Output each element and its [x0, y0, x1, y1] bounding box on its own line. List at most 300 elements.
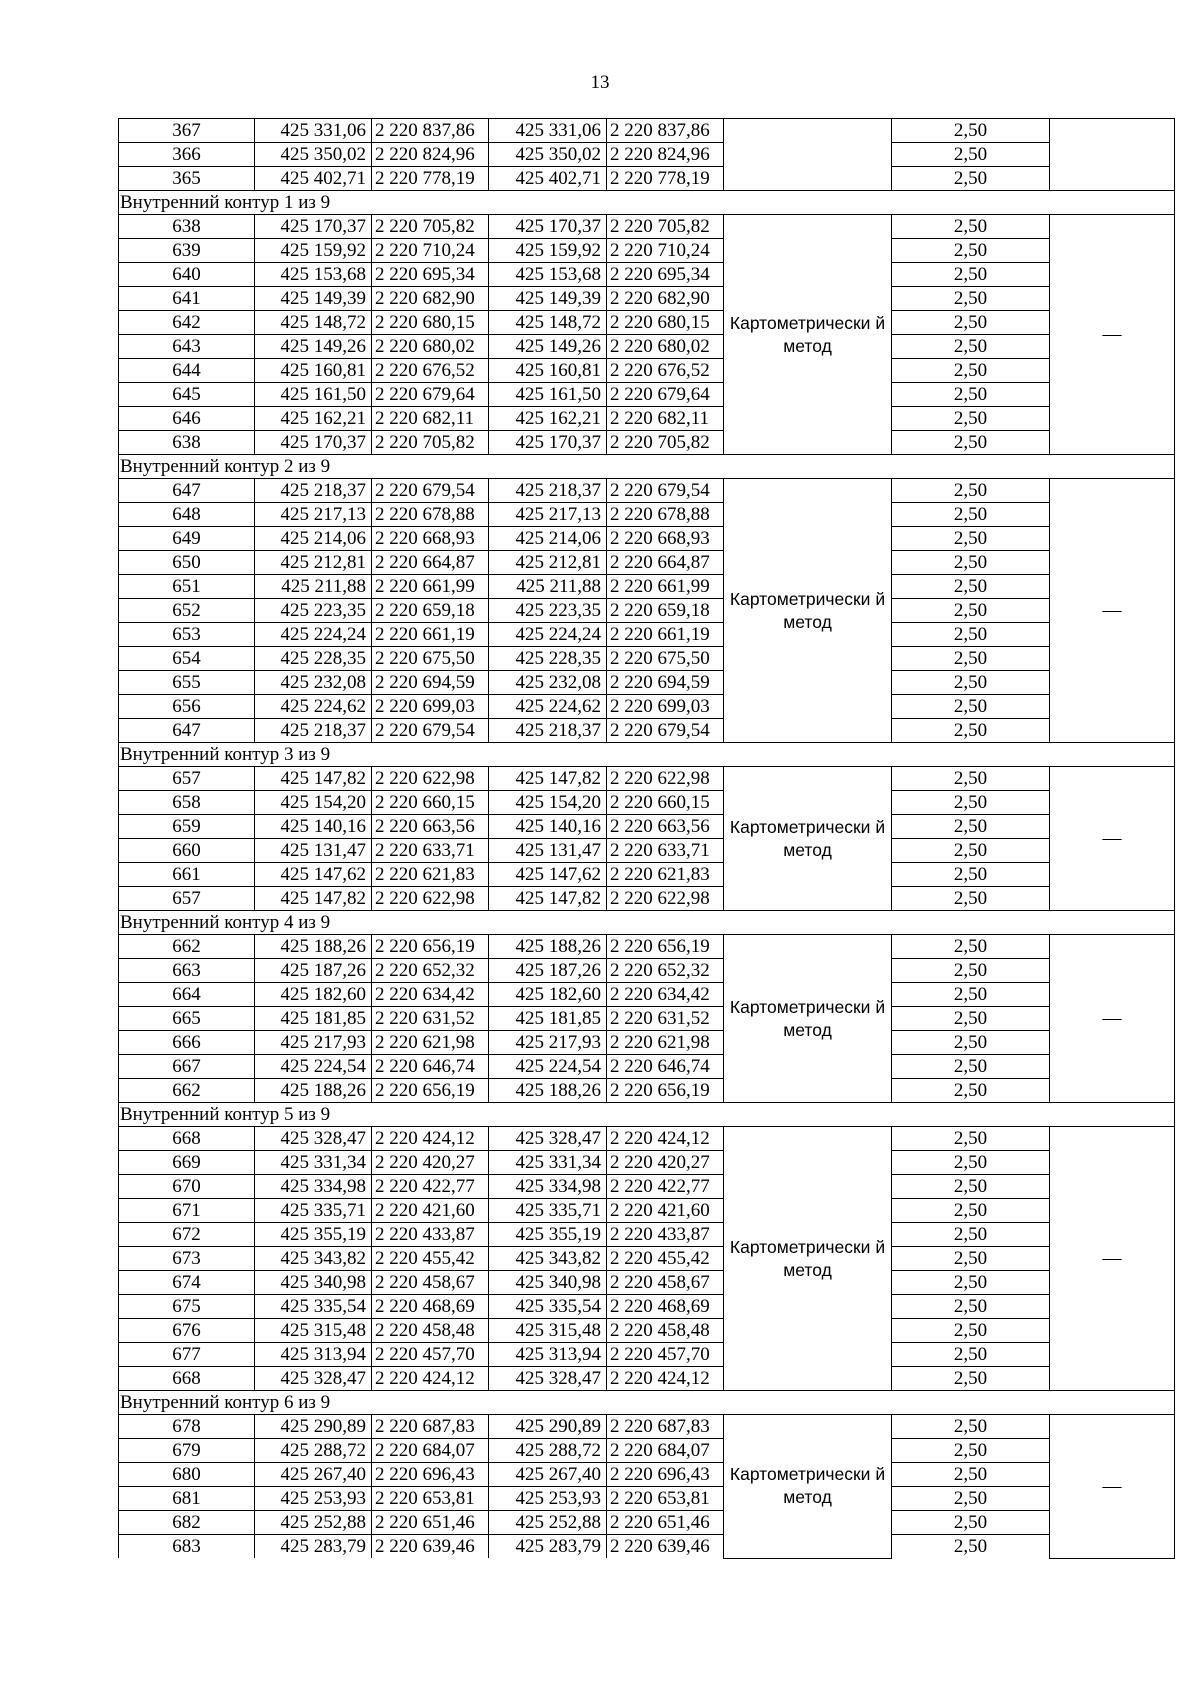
- x-new-cell: 425 170,37: [489, 431, 607, 455]
- accuracy-cell: 2,50: [892, 383, 1050, 407]
- x-existing-cell: 425 224,54: [255, 1055, 372, 1079]
- x-new-cell: 425 217,13: [489, 503, 607, 527]
- table-row: [119, 1463, 1175, 1487]
- point-number-cell: 665: [119, 1007, 255, 1031]
- point-number-cell: 668: [119, 1367, 255, 1391]
- x-new-cell: 425 224,24: [489, 623, 607, 647]
- table-row: [119, 1415, 1175, 1439]
- x-existing-cell: 425 188,26: [255, 1079, 372, 1103]
- point-number-cell: 664: [119, 983, 255, 1007]
- y-new-cell: 2 220 656,19: [607, 1079, 724, 1103]
- x-existing-cell: 425 328,47: [255, 1367, 372, 1391]
- table-row: [119, 1247, 1175, 1271]
- y-existing-cell: 2 220 424,12: [372, 1127, 489, 1151]
- x-new-cell: 425 217,93: [489, 1031, 607, 1055]
- note-cell: —: [1050, 767, 1175, 911]
- accuracy-cell: 2,50: [892, 263, 1050, 287]
- y-new-cell: 2 220 675,50: [607, 647, 724, 671]
- point-number-cell: 651: [119, 575, 255, 599]
- accuracy-cell: 2,50: [892, 1367, 1050, 1391]
- method-cell: Картометрически й метод: [724, 1127, 892, 1391]
- x-existing-cell: 425 170,37: [255, 215, 372, 239]
- table-row: [119, 647, 1175, 671]
- x-new-cell: 425 252,88: [489, 1511, 607, 1535]
- x-new-cell: 425 223,35: [489, 599, 607, 623]
- x-existing-cell: 425 170,37: [255, 431, 372, 455]
- y-new-cell: 2 220 664,87: [607, 551, 724, 575]
- method-cell: Картометрически й метод: [724, 479, 892, 743]
- contour-title: Внутренний контур 3 из 9: [119, 743, 1175, 767]
- accuracy-cell: 2,50: [892, 359, 1050, 383]
- y-new-cell: 2 220 621,98: [607, 1031, 724, 1055]
- y-existing-cell: 2 220 659,18: [372, 599, 489, 623]
- point-number-cell: 673: [119, 1247, 255, 1271]
- x-existing-cell: 425 131,47: [255, 839, 372, 863]
- x-new-cell: 425 288,72: [489, 1439, 607, 1463]
- y-new-cell: 2 220 680,15: [607, 311, 724, 335]
- y-new-cell: 2 220 837,86: [607, 119, 724, 143]
- y-existing-cell: 2 220 682,90: [372, 287, 489, 311]
- table-row: [119, 1367, 1175, 1391]
- x-existing-cell: 425 283,79: [255, 1535, 372, 1559]
- y-existing-cell: 2 220 687,83: [372, 1415, 489, 1439]
- x-new-cell: 425 161,50: [489, 383, 607, 407]
- point-number-cell: 641: [119, 287, 255, 311]
- table-row: [119, 359, 1175, 383]
- y-new-cell: 2 220 424,12: [607, 1127, 724, 1151]
- x-new-cell: 425 402,71: [489, 167, 607, 191]
- table-row: [119, 1271, 1175, 1295]
- x-existing-cell: 425 331,34: [255, 1151, 372, 1175]
- point-number-cell: 672: [119, 1223, 255, 1247]
- table-row: [119, 1535, 1175, 1559]
- x-existing-cell: 425 328,47: [255, 1127, 372, 1151]
- y-new-cell: 2 220 621,83: [607, 863, 724, 887]
- accuracy-cell: 2,50: [892, 1439, 1050, 1463]
- point-number-cell: 678: [119, 1415, 255, 1439]
- point-number-cell: 680: [119, 1463, 255, 1487]
- y-existing-cell: 2 220 679,54: [372, 719, 489, 743]
- accuracy-cell: 2,50: [892, 623, 1050, 647]
- y-existing-cell: 2 220 705,82: [372, 215, 489, 239]
- accuracy-cell: 2,50: [892, 1511, 1050, 1535]
- table-row: [119, 1319, 1175, 1343]
- table-row: [119, 263, 1175, 287]
- y-new-cell: 2 220 694,59: [607, 671, 724, 695]
- point-number-cell: 671: [119, 1199, 255, 1223]
- y-new-cell: 2 220 659,18: [607, 599, 724, 623]
- contour-title: Внутренний контур 5 из 9: [119, 1103, 1175, 1127]
- x-new-cell: 425 224,54: [489, 1055, 607, 1079]
- x-existing-cell: 425 355,19: [255, 1223, 372, 1247]
- x-existing-cell: 425 334,98: [255, 1175, 372, 1199]
- point-number-cell: 657: [119, 887, 255, 911]
- x-new-cell: 425 131,47: [489, 839, 607, 863]
- table-row: [119, 983, 1175, 1007]
- y-existing-cell: 2 220 676,52: [372, 359, 489, 383]
- point-number-cell: 645: [119, 383, 255, 407]
- y-new-cell: 2 220 778,19: [607, 167, 724, 191]
- x-new-cell: 425 232,08: [489, 671, 607, 695]
- y-new-cell: 2 220 458,48: [607, 1319, 724, 1343]
- point-number-cell: 643: [119, 335, 255, 359]
- point-number-cell: 646: [119, 407, 255, 431]
- y-new-cell: 2 220 679,54: [607, 719, 724, 743]
- x-existing-cell: 425 402,71: [255, 167, 372, 191]
- x-existing-cell: 425 147,62: [255, 863, 372, 887]
- x-existing-cell: 425 211,88: [255, 575, 372, 599]
- x-new-cell: 425 350,02: [489, 143, 607, 167]
- point-number-cell: 653: [119, 623, 255, 647]
- x-new-cell: 425 149,39: [489, 287, 607, 311]
- table-row: [119, 959, 1175, 983]
- table-row: [119, 287, 1175, 311]
- x-new-cell: 425 148,72: [489, 311, 607, 335]
- accuracy-cell: 2,50: [892, 239, 1050, 263]
- x-existing-cell: 425 147,82: [255, 767, 372, 791]
- accuracy-cell: 2,50: [892, 1175, 1050, 1199]
- y-new-cell: 2 220 684,07: [607, 1439, 724, 1463]
- point-number-cell: 650: [119, 551, 255, 575]
- x-existing-cell: 425 217,13: [255, 503, 372, 527]
- x-new-cell: 425 147,82: [489, 887, 607, 911]
- y-existing-cell: 2 220 661,99: [372, 575, 489, 599]
- y-existing-cell: 2 220 680,02: [372, 335, 489, 359]
- y-existing-cell: 2 220 424,12: [372, 1367, 489, 1391]
- accuracy-cell: 2,50: [892, 1223, 1050, 1247]
- table-row: [119, 1487, 1175, 1511]
- y-existing-cell: 2 220 675,50: [372, 647, 489, 671]
- y-existing-cell: 2 220 455,42: [372, 1247, 489, 1271]
- point-number-cell: 647: [119, 719, 255, 743]
- y-new-cell: 2 220 639,46: [607, 1535, 724, 1559]
- x-new-cell: 425 253,93: [489, 1487, 607, 1511]
- y-existing-cell: 2 220 660,15: [372, 791, 489, 815]
- point-number-cell: 365: [119, 167, 255, 191]
- x-existing-cell: 425 147,82: [255, 887, 372, 911]
- y-existing-cell: 2 220 679,54: [372, 479, 489, 503]
- accuracy-cell: 2,50: [892, 311, 1050, 335]
- table-row: [119, 431, 1175, 455]
- note-cell: —: [1050, 1415, 1175, 1559]
- point-number-cell: 662: [119, 935, 255, 959]
- table-row: [119, 1199, 1175, 1223]
- x-existing-cell: 425 232,08: [255, 671, 372, 695]
- note-cell: [1050, 119, 1175, 191]
- accuracy-cell: 2,50: [892, 1487, 1050, 1511]
- x-existing-cell: 425 315,48: [255, 1319, 372, 1343]
- table-row: [119, 719, 1175, 743]
- x-existing-cell: 425 187,26: [255, 959, 372, 983]
- table-row: [119, 623, 1175, 647]
- table-row: [119, 887, 1175, 911]
- y-existing-cell: 2 220 679,64: [372, 383, 489, 407]
- x-new-cell: 425 335,54: [489, 1295, 607, 1319]
- contour-header-row: [119, 911, 1175, 935]
- x-existing-cell: 425 228,35: [255, 647, 372, 671]
- method-cell: [724, 119, 892, 191]
- accuracy-cell: 2,50: [892, 1295, 1050, 1319]
- y-new-cell: 2 220 699,03: [607, 695, 724, 719]
- x-new-cell: 425 355,19: [489, 1223, 607, 1247]
- y-new-cell: 2 220 687,83: [607, 1415, 724, 1439]
- point-number-cell: 675: [119, 1295, 255, 1319]
- y-new-cell: 2 220 646,74: [607, 1055, 724, 1079]
- y-new-cell: 2 220 455,42: [607, 1247, 724, 1271]
- accuracy-cell: 2,50: [892, 1319, 1050, 1343]
- y-existing-cell: 2 220 824,96: [372, 143, 489, 167]
- contour-title: Внутренний контур 6 из 9: [119, 1391, 1175, 1415]
- y-new-cell: 2 220 663,56: [607, 815, 724, 839]
- x-new-cell: 425 283,79: [489, 1535, 607, 1559]
- y-new-cell: 2 220 468,69: [607, 1295, 724, 1319]
- point-number-cell: 638: [119, 431, 255, 455]
- x-existing-cell: 425 253,93: [255, 1487, 372, 1511]
- x-existing-cell: 425 224,24: [255, 623, 372, 647]
- accuracy-cell: 2,50: [892, 1199, 1050, 1223]
- accuracy-cell: 2,50: [892, 1079, 1050, 1103]
- table-row: [119, 695, 1175, 719]
- table-row: [119, 671, 1175, 695]
- table-row: [119, 1007, 1175, 1031]
- point-number-cell: 656: [119, 695, 255, 719]
- note-cell: —: [1050, 935, 1175, 1103]
- x-existing-cell: 425 331,06: [255, 119, 372, 143]
- point-number-cell: 663: [119, 959, 255, 983]
- x-existing-cell: 425 148,72: [255, 311, 372, 335]
- accuracy-cell: 2,50: [892, 1415, 1050, 1439]
- x-new-cell: 425 212,81: [489, 551, 607, 575]
- x-existing-cell: 425 313,94: [255, 1343, 372, 1367]
- y-existing-cell: 2 220 646,74: [372, 1055, 489, 1079]
- y-existing-cell: 2 220 458,67: [372, 1271, 489, 1295]
- x-existing-cell: 425 160,81: [255, 359, 372, 383]
- x-new-cell: 425 154,20: [489, 791, 607, 815]
- y-new-cell: 2 220 651,46: [607, 1511, 724, 1535]
- y-existing-cell: 2 220 633,71: [372, 839, 489, 863]
- accuracy-cell: 2,50: [892, 935, 1050, 959]
- y-existing-cell: 2 220 837,86: [372, 119, 489, 143]
- x-existing-cell: 425 340,98: [255, 1271, 372, 1295]
- y-existing-cell: 2 220 778,19: [372, 167, 489, 191]
- point-number-cell: 661: [119, 863, 255, 887]
- method-cell: Картометрически й метод: [724, 215, 892, 455]
- y-existing-cell: 2 220 468,69: [372, 1295, 489, 1319]
- table-row: [119, 1439, 1175, 1463]
- y-new-cell: 2 220 679,64: [607, 383, 724, 407]
- accuracy-cell: 2,50: [892, 767, 1050, 791]
- y-new-cell: 2 220 679,54: [607, 479, 724, 503]
- table-row: [119, 335, 1175, 359]
- y-existing-cell: 2 220 699,03: [372, 695, 489, 719]
- y-existing-cell: 2 220 695,34: [372, 263, 489, 287]
- y-new-cell: 2 220 824,96: [607, 143, 724, 167]
- table-row: [119, 383, 1175, 407]
- x-new-cell: 425 182,60: [489, 983, 607, 1007]
- accuracy-cell: 2,50: [892, 1055, 1050, 1079]
- point-number-cell: 668: [119, 1127, 255, 1151]
- y-new-cell: 2 220 710,24: [607, 239, 724, 263]
- accuracy-cell: 2,50: [892, 1007, 1050, 1031]
- accuracy-cell: 2,50: [892, 887, 1050, 911]
- contour-title: Внутренний контур 1 из 9: [119, 191, 1175, 215]
- x-new-cell: 425 290,89: [489, 1415, 607, 1439]
- contour-header-row: [119, 743, 1175, 767]
- x-existing-cell: 425 252,88: [255, 1511, 372, 1535]
- x-existing-cell: 425 182,60: [255, 983, 372, 1007]
- y-existing-cell: 2 220 420,27: [372, 1151, 489, 1175]
- accuracy-cell: 2,50: [892, 143, 1050, 167]
- y-new-cell: 2 220 433,87: [607, 1223, 724, 1247]
- y-new-cell: 2 220 656,19: [607, 935, 724, 959]
- y-existing-cell: 2 220 678,88: [372, 503, 489, 527]
- point-number-cell: 666: [119, 1031, 255, 1055]
- note-cell: —: [1050, 1127, 1175, 1391]
- coordinates-table: [118, 118, 1175, 1559]
- point-number-cell: 660: [119, 839, 255, 863]
- table-row: [119, 791, 1175, 815]
- accuracy-cell: 2,50: [892, 527, 1050, 551]
- x-new-cell: 425 343,82: [489, 1247, 607, 1271]
- accuracy-cell: 2,50: [892, 1031, 1050, 1055]
- y-existing-cell: 2 220 696,43: [372, 1463, 489, 1487]
- y-new-cell: 2 220 668,93: [607, 527, 724, 551]
- y-existing-cell: 2 220 664,87: [372, 551, 489, 575]
- y-existing-cell: 2 220 705,82: [372, 431, 489, 455]
- x-new-cell: 425 313,94: [489, 1343, 607, 1367]
- y-new-cell: 2 220 622,98: [607, 767, 724, 791]
- accuracy-cell: 2,50: [892, 407, 1050, 431]
- x-new-cell: 425 267,40: [489, 1463, 607, 1487]
- y-existing-cell: 2 220 684,07: [372, 1439, 489, 1463]
- x-existing-cell: 425 214,06: [255, 527, 372, 551]
- y-existing-cell: 2 220 668,93: [372, 527, 489, 551]
- accuracy-cell: 2,50: [892, 695, 1050, 719]
- accuracy-cell: 2,50: [892, 1127, 1050, 1151]
- accuracy-cell: 2,50: [892, 791, 1050, 815]
- y-existing-cell: 2 220 621,98: [372, 1031, 489, 1055]
- point-number-cell: 366: [119, 143, 255, 167]
- y-existing-cell: 2 220 682,11: [372, 407, 489, 431]
- x-existing-cell: 425 181,85: [255, 1007, 372, 1031]
- x-existing-cell: 425 188,26: [255, 935, 372, 959]
- y-existing-cell: 2 220 651,46: [372, 1511, 489, 1535]
- y-existing-cell: 2 220 433,87: [372, 1223, 489, 1247]
- accuracy-cell: 2,50: [892, 815, 1050, 839]
- table-row: [119, 575, 1175, 599]
- accuracy-cell: 2,50: [892, 599, 1050, 623]
- y-new-cell: 2 220 705,82: [607, 431, 724, 455]
- x-new-cell: 425 211,88: [489, 575, 607, 599]
- point-number-cell: 658: [119, 791, 255, 815]
- page-number: 13: [590, 72, 610, 93]
- contour-header-row: [119, 191, 1175, 215]
- y-existing-cell: 2 220 622,98: [372, 767, 489, 791]
- y-new-cell: 2 220 696,43: [607, 1463, 724, 1487]
- method-cell: Картометрически й метод: [724, 935, 892, 1103]
- accuracy-cell: 2,50: [892, 671, 1050, 695]
- point-number-cell: 655: [119, 671, 255, 695]
- x-existing-cell: 425 267,40: [255, 1463, 372, 1487]
- x-existing-cell: 425 140,16: [255, 815, 372, 839]
- point-number-cell: 647: [119, 479, 255, 503]
- y-new-cell: 2 220 421,60: [607, 1199, 724, 1223]
- table-row: [119, 1127, 1175, 1151]
- table-row: [119, 1223, 1175, 1247]
- y-new-cell: 2 220 682,11: [607, 407, 724, 431]
- x-new-cell: 425 340,98: [489, 1271, 607, 1295]
- x-new-cell: 425 159,92: [489, 239, 607, 263]
- y-existing-cell: 2 220 622,98: [372, 887, 489, 911]
- x-existing-cell: 425 218,37: [255, 719, 372, 743]
- table-row: [119, 935, 1175, 959]
- x-new-cell: 425 181,85: [489, 1007, 607, 1031]
- accuracy-cell: 2,50: [892, 839, 1050, 863]
- accuracy-cell: 2,50: [892, 647, 1050, 671]
- table-row: [119, 479, 1175, 503]
- table-row: [119, 215, 1175, 239]
- point-number-cell: 642: [119, 311, 255, 335]
- point-number-cell: 648: [119, 503, 255, 527]
- x-existing-cell: 425 212,81: [255, 551, 372, 575]
- x-existing-cell: 425 350,02: [255, 143, 372, 167]
- point-number-cell: 679: [119, 1439, 255, 1463]
- x-new-cell: 425 147,62: [489, 863, 607, 887]
- table-row: [119, 551, 1175, 575]
- table-row: [119, 503, 1175, 527]
- point-number-cell: 682: [119, 1511, 255, 1535]
- point-number-cell: 639: [119, 239, 255, 263]
- y-existing-cell: 2 220 661,19: [372, 623, 489, 647]
- y-existing-cell: 2 220 663,56: [372, 815, 489, 839]
- table-row: [119, 167, 1175, 191]
- x-new-cell: 425 334,98: [489, 1175, 607, 1199]
- y-new-cell: 2 220 653,81: [607, 1487, 724, 1511]
- point-number-cell: 683: [119, 1535, 255, 1559]
- table-row: [119, 311, 1175, 335]
- x-existing-cell: 425 290,89: [255, 1415, 372, 1439]
- x-new-cell: 425 147,82: [489, 767, 607, 791]
- accuracy-cell: 2,50: [892, 1535, 1050, 1559]
- x-new-cell: 425 328,47: [489, 1367, 607, 1391]
- note-cell: —: [1050, 479, 1175, 743]
- accuracy-cell: 2,50: [892, 119, 1050, 143]
- x-existing-cell: 425 224,62: [255, 695, 372, 719]
- y-existing-cell: 2 220 653,81: [372, 1487, 489, 1511]
- x-new-cell: 425 224,62: [489, 695, 607, 719]
- table-row: [119, 767, 1175, 791]
- x-new-cell: 425 331,06: [489, 119, 607, 143]
- point-number-cell: 652: [119, 599, 255, 623]
- y-new-cell: 2 220 660,15: [607, 791, 724, 815]
- y-new-cell: 2 220 420,27: [607, 1151, 724, 1175]
- table-row: [119, 1151, 1175, 1175]
- y-existing-cell: 2 220 457,70: [372, 1343, 489, 1367]
- x-new-cell: 425 218,37: [489, 719, 607, 743]
- x-existing-cell: 425 149,39: [255, 287, 372, 311]
- x-new-cell: 425 328,47: [489, 1127, 607, 1151]
- y-existing-cell: 2 220 621,83: [372, 863, 489, 887]
- y-new-cell: 2 220 424,12: [607, 1367, 724, 1391]
- point-number-cell: 681: [119, 1487, 255, 1511]
- point-number-cell: 657: [119, 767, 255, 791]
- y-new-cell: 2 220 661,19: [607, 623, 724, 647]
- table-row: [119, 599, 1175, 623]
- y-existing-cell: 2 220 656,19: [372, 1079, 489, 1103]
- y-existing-cell: 2 220 458,48: [372, 1319, 489, 1343]
- accuracy-cell: 2,50: [892, 575, 1050, 599]
- contour-title: Внутренний контур 4 из 9: [119, 911, 1175, 935]
